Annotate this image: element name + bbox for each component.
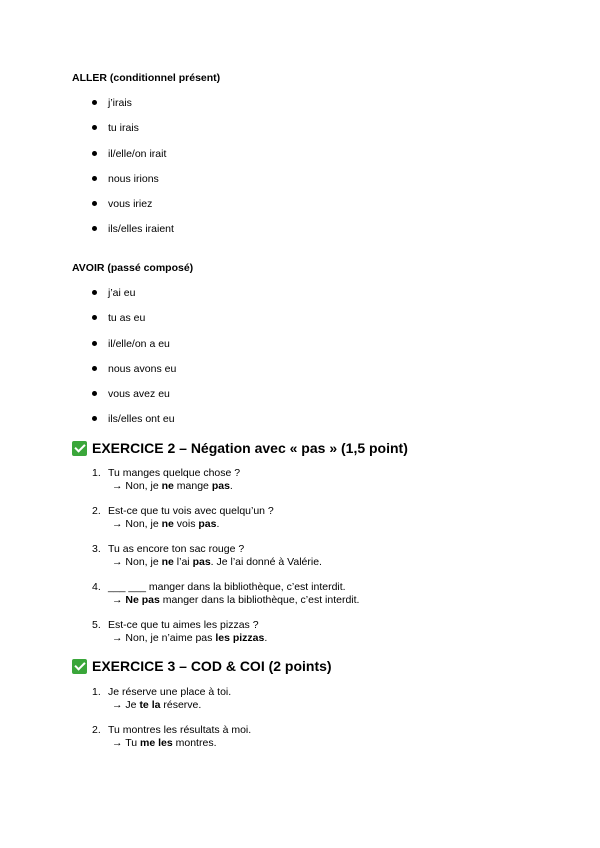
exercise-2-title: EXERCICE 2 – Négation avec « pas » (1,5 point) [92,440,408,456]
answer-segment: . [216,518,220,530]
conjugation-form: j’irais [108,97,132,109]
bullet-icon [92,416,97,421]
item-number: 2. [92,724,101,736]
bullet-icon [92,391,97,396]
answer-emphasis: ne [161,480,174,492]
bullet-icon [92,201,97,206]
answer-segment: . Je l’ai donné à Valérie. [210,556,322,568]
exercise-item [92,619,359,645]
answer-emphasis: les pizzas [215,632,265,644]
exercise-item [92,724,251,750]
exercise-3-title: EXERCICE 3 – COD & COI (2 points) [92,658,332,674]
answer-segment: . [229,480,233,492]
bullet-icon [92,341,97,346]
bullet-icon [92,125,97,130]
exercise-item [92,543,359,569]
answer-emphasis: ne [161,556,174,568]
conjugation-form: nous avons eu [108,362,177,375]
conjugation-form: vous iriez [108,198,153,211]
conjugation-form: tu as eu [108,312,146,325]
answer-segment: → Non, je [112,556,162,568]
answer-text [112,737,251,750]
exercise-item [92,467,359,493]
answer-segment: manger dans la bibliothèque, c’est interdit. [159,594,360,606]
answer-text [112,518,359,531]
bullet-icon [92,100,97,105]
conjugation-form: vous avez eu [108,388,170,401]
avoir-heading: AVOIR (passé composé) [72,262,194,274]
question-text: Je réserve une place à toi. [108,686,232,698]
question-text: Est-ce que tu vois avec quelqu’un ? [108,505,274,517]
conjugation-form: j’ai eu [108,287,136,299]
check-mark-icon [72,441,87,456]
bullet-icon [92,151,97,156]
answer-text [112,594,359,607]
exercise-item [92,686,251,712]
exercise-item [92,505,359,531]
answer-segment: → Non, je [112,480,162,492]
answer-text [112,632,359,645]
answer-segment: → Non, je [112,518,162,530]
answer-text [112,556,359,569]
answer-segment: mange [173,480,212,492]
answer-segment: → Non, je n’aime pas [112,632,216,644]
answer-segment: . [264,632,268,644]
item-number: 4. [92,581,101,593]
answer-emphasis: pas [198,518,217,530]
question-text: Tu as encore ton sac rouge ? [108,543,245,555]
answer-segment: montres. [172,737,217,749]
bullet-icon [92,315,97,320]
answer-emphasis: ne [161,518,174,530]
exercise-2-heading [72,440,408,456]
answer-emphasis: Ne pas [125,594,160,606]
exercise-2-list [92,467,359,657]
answer-emphasis: pas [211,480,230,492]
answer-emphasis: me les [140,737,173,749]
exercise-3-heading [72,658,332,674]
answer-text [112,480,359,493]
answer-segment: réserve. [160,699,202,711]
answer-segment: vois [173,518,199,530]
answer-text [112,699,251,712]
question-text: Tu manges quelque chose ? [108,467,241,479]
conjugation-form: nous irions [108,172,159,185]
answer-segment: → [112,594,126,606]
question-text: Est-ce que tu aimes les pizzas ? [108,619,259,631]
answer-emphasis: te la [139,699,161,711]
bullet-icon [92,176,97,181]
question-text: ___ ___ manger dans la bibliothèque, c’est interdit. [108,581,346,593]
conjugation-form: il/elle/on irait [108,147,167,160]
answer-segment: → Tu [112,737,141,749]
answer-segment: l’ai [173,556,193,568]
item-number: 1. [92,467,101,479]
item-number: 3. [92,543,101,555]
exercise-3-list [92,686,251,762]
answer-segment: → Je [112,699,140,711]
check-mark-icon [72,659,87,674]
bullet-icon [92,290,97,295]
aller-heading: ALLER (conditionnel présent) [72,72,221,84]
conjugation-form: ils/elles ont eu [108,413,175,426]
question-text: Tu montres les résultats à moi. [108,724,252,736]
conjugation-form: ils/elles iraient [108,223,174,236]
conjugation-form: tu irais [108,122,139,135]
item-number: 5. [92,619,101,631]
item-number: 2. [92,505,101,517]
exercise-item [92,581,359,607]
answer-emphasis: pas [192,556,211,568]
bullet-icon [92,366,97,371]
item-number: 1. [92,686,101,698]
conjugation-form: il/elle/on a eu [108,337,170,350]
bullet-icon [92,226,97,231]
